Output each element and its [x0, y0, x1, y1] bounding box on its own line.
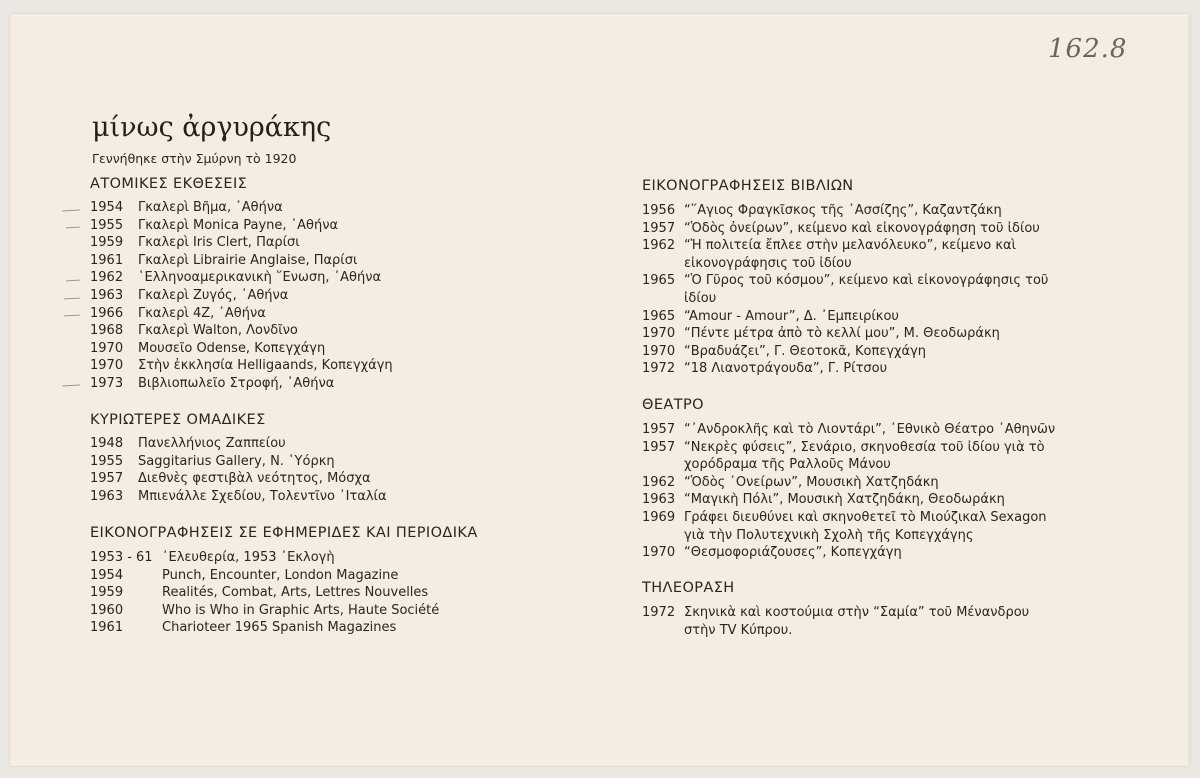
list-item: [642, 220, 1048, 238]
entry-text: Realités, Combat, Arts, Lettres Nouvelles: [162, 585, 429, 601]
entry-text: Στὴν ἐκκλησία Helligaands, Κοπεγχάγη: [138, 358, 393, 374]
entry-text: Γκαλερὶ Iris Clert, Παρίσι: [138, 235, 300, 251]
entry-year: 1962: [642, 474, 676, 490]
list-item: [90, 435, 387, 453]
list-item: [642, 343, 1048, 361]
list-item: [90, 287, 393, 305]
entry-year: 1970: [90, 340, 124, 356]
list-item: [642, 325, 1048, 343]
entry-text: Διεθνὲς φεστιβὰλ νεότητος, Μόσχα: [138, 471, 371, 487]
entry-text: “Ὁδὸς ὀνείρων”, κείμενο καὶ εἰκονογράφηση τοῦ ἰδίου: [684, 220, 1040, 236]
pencil-mark: [66, 280, 80, 282]
section-heading-group-exhibitions: ΚΥΡΙΩΤΕΡΕΣ ΟΜΑΔΙΚΕΣ: [90, 412, 266, 428]
list-item: [90, 619, 439, 637]
entry-year: 1965: [642, 273, 676, 289]
list-item: [642, 491, 1055, 509]
entry-text: Γκαλερὶ Walton, Λονδῖνο: [138, 323, 298, 339]
entry-year: 1969: [642, 509, 676, 525]
entry-year: 1970: [642, 343, 676, 359]
entry-year: 1956: [642, 203, 676, 218]
pencil-mark: [62, 210, 80, 212]
entry-year: 1962: [642, 238, 676, 254]
entry-text: Punch, Encounter, London Magazine: [162, 567, 399, 583]
entry-year: 1961: [90, 620, 124, 636]
book-illustrations-list: [642, 202, 1048, 378]
entry-year: 1966: [90, 305, 124, 321]
birth-info: Γεννήθηκε στὴν Σμύρνη τὸ 1920: [92, 151, 297, 166]
list-item: [90, 602, 439, 620]
pencil-mark: [66, 227, 80, 229]
entry-year: 1970: [90, 358, 124, 374]
entry-year: 1963: [90, 488, 124, 504]
group-exhibitions-list: [90, 435, 387, 505]
entry-year: 1948: [90, 436, 124, 451]
list-item: [90, 567, 439, 585]
list-item: [90, 199, 393, 217]
list-item: [642, 272, 1048, 307]
list-item: [90, 453, 387, 471]
entry-year: 1968: [90, 323, 124, 339]
television-list: [642, 604, 1029, 639]
entry-text: “Ἡ πολιτεία ἔπλεε στὴν μελανόλευκο”, κείμενο καὶ εἰκονογράφησις τοῦ ἰδίου: [684, 238, 1016, 271]
list-item: [642, 509, 1055, 544]
entry-year: 1960: [90, 602, 124, 618]
handwritten-note: 162.8: [1048, 34, 1128, 64]
entry-text: Βιβλιοπωλεῖο Στροφή, ᾿Αθήνα: [138, 375, 335, 391]
list-item: [90, 470, 387, 488]
list-item: [90, 488, 387, 506]
list-item: [90, 305, 393, 323]
entry-text: Γκαλερὶ Βῆμα, ᾿Αθήνα: [138, 200, 283, 215]
entry-text: “Amour - Amour”, Δ. ᾿Εμπειρίκου: [684, 308, 899, 324]
list-item: [642, 439, 1055, 474]
entry-year: 1972: [642, 605, 676, 620]
pencil-mark: [64, 298, 80, 300]
entry-text: Who is Who in Graphic Arts, Haute Société: [162, 602, 440, 618]
list-item: [642, 421, 1055, 439]
press-illustrations-list: [90, 549, 439, 637]
entry-year: 1972: [642, 361, 676, 377]
entry-text: “᾿Ανδροκλῆς καὶ τὸ Λιοντάρι”, ᾿Εθνικὸ Θέατρο ᾿Αθηνῶν: [684, 422, 1056, 437]
entry-text: Γκαλερὶ Ζυγός, ᾿Αθήνα: [138, 287, 289, 303]
list-item: [90, 269, 393, 287]
section-heading-book-illustrations: ΕΙΚΟΝΟΓΡΑΦΗΣΕΙΣ ΒΙΒΛΙΩΝ: [642, 178, 854, 194]
entry-text: Σκηνικὰ καὶ κοστούμια στὴν “Σαμία” τοῦ Μένανδρου στὴν TV Κύπρου.: [684, 605, 1030, 638]
entry-text: “῞Αγιος Φραγκῖσκος τῆς ᾿Ασσίζης”, Καζαντζάκη: [684, 203, 1002, 218]
entry-year: 1973: [90, 375, 124, 391]
entry-year: 1965: [642, 308, 676, 324]
entry-year: 1954: [90, 567, 124, 583]
entry-text: Γκαλερὶ Monica Payne, ᾿Αθήνα: [138, 217, 339, 233]
entry-text: Μπιενάλλε Σχεδίου, Τολεντῖνο ᾿Ιταλία: [138, 488, 387, 504]
entry-text: “Νεκρὲς φύσεις”, Σενάριο, σκηνοθεσία τοῦ ἰδίου γιὰ τὸ χορόδραμα τῆς Ραλλοῦς Μάνου: [684, 439, 1045, 473]
section-heading-press-illustrations: ΕΙΚΟΝΟΓΡΑΦΗΣΕΙΣ ΣΕ ΕΦΗΜΕΡΙΔΕΣ ΚΑΙ ΠΕΡΙΟΔΙΚΑ: [90, 525, 478, 541]
pencil-mark: [64, 315, 80, 317]
entry-year: 1963: [642, 492, 676, 508]
artist-name-title: μίνως ἀργυράκης: [92, 112, 332, 143]
list-item: [642, 474, 1055, 492]
entry-year: 1954: [90, 200, 124, 215]
pencil-mark: [62, 385, 80, 387]
entry-year: 1957: [642, 422, 676, 437]
list-item: [90, 322, 393, 340]
entry-text: “Ὁδὸς ᾿Ονείρων”, Μουσικὴ Χατζηδάκη: [684, 474, 939, 490]
entry-year: 1955: [90, 217, 124, 233]
entry-year: 1957: [642, 220, 676, 236]
entry-text: ῾Ελληνοαμερικανικὴ ῞Ενωση, ᾿Αθήνα: [138, 270, 382, 286]
entry-year: 1957: [642, 439, 676, 455]
entry-year: 1961: [90, 252, 124, 268]
entry-text: ᾿Ελευθερία, 1953 ᾿Εκλογὴ: [162, 550, 335, 565]
entry-text: “Πέντε μέτρα ἀπὸ τὸ κελλί μου”, Μ. Θεοδωράκη: [684, 326, 1000, 342]
entry-year: 1963: [90, 287, 124, 303]
section-heading-television: ΤΗΛΕΟΡΑΣΗ: [642, 580, 735, 596]
entry-year: 1957: [90, 471, 124, 487]
entry-text: “Ὁ Γῦρος τοῦ κόσμου”, κείμενο καὶ εἰκονογράφησις τοῦ ἰδίου: [684, 273, 1049, 306]
list-item: [642, 202, 1048, 220]
entry-text: Γράφει διευθύνει καὶ σκηνοθετεῖ τὸ Μιούζικαλ Sexagon γιὰ τὴν Πολυτεχνικὴ Σχολὴ τῆς Κοπεγχάγης: [684, 509, 1047, 543]
list-item: [90, 375, 393, 393]
list-item: [90, 549, 439, 567]
catalog-card: [10, 14, 1190, 766]
list-item: [642, 604, 1029, 639]
entry-year: 1953 - 61: [90, 550, 153, 565]
entry-year: 1959: [90, 585, 124, 601]
entry-text: Saggitarius Gallery, Ν. ῾Υόρκη: [138, 453, 335, 469]
entry-year: 1970: [642, 326, 676, 342]
entry-year: 1955: [90, 453, 124, 469]
entry-text: “Βραδυάζει”, Γ. Θεοτοκᾶ, Κοπεγχάγη: [684, 343, 927, 359]
entry-text: Charioteer 1965 Spanish Magazines: [162, 620, 397, 636]
list-item: [642, 237, 1048, 272]
list-item: [90, 234, 393, 252]
entry-text: “Μαγικὴ Πόλι”, Μουσικὴ Χατζηδάκη, Θεοδωράκη: [684, 492, 1005, 508]
list-item: [642, 544, 1055, 562]
entry-year: 1959: [90, 235, 124, 251]
entry-text: Γκαλερὶ 4Ζ, ᾿Αθήνα: [138, 305, 266, 321]
entry-year: 1970: [642, 545, 676, 561]
list-item: [90, 584, 439, 602]
section-heading-solo-exhibitions: ΑΤΟΜΙΚΕΣ ΕΚΘΕΣΕΙΣ: [90, 176, 248, 192]
solo-exhibitions-list: [90, 199, 393, 393]
entry-text: Πανελλήνιος Ζαππείου: [138, 436, 286, 451]
list-item: [642, 360, 1048, 378]
entry-text: “Θεσμοφοριάζουσες”, Κοπεγχάγη: [684, 545, 902, 561]
list-item: [90, 357, 393, 375]
entry-text: Μουσεῖο Odense, Κοπεγχάγη: [138, 340, 326, 356]
list-item: [90, 217, 393, 235]
entry-text: “18 Λιανοτράγουδα”, Γ. Ρίτσου: [684, 361, 888, 377]
list-item: [642, 308, 1048, 326]
theatre-list: [642, 421, 1055, 562]
list-item: [90, 340, 393, 358]
section-heading-theatre: ΘΕΑΤΡΟ: [642, 397, 704, 413]
list-item: [90, 252, 393, 270]
entry-text: Γκαλερὶ Librairie Anglaise, Παρίσι: [138, 252, 358, 268]
entry-year: 1962: [90, 270, 124, 286]
